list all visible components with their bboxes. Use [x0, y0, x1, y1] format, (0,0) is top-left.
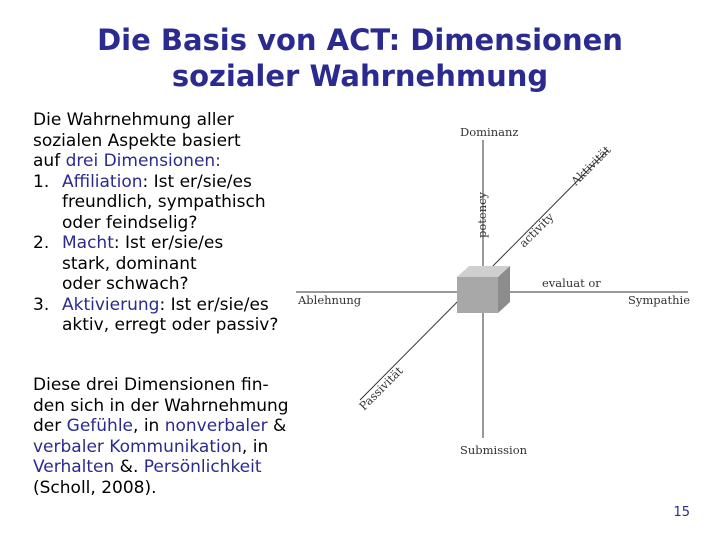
- intro-line-2: sozialen Aspekte basiert: [33, 130, 241, 151]
- intro-line-1: Die Wahrnehmung aller: [33, 110, 234, 130]
- term-aktivierung: Aktivierung: [62, 294, 160, 315]
- term-macht: Macht: [62, 233, 114, 253]
- label-submission: Submission: [460, 443, 528, 457]
- summary-paragraph: Diese drei Dimensionen fin- den sich in der Wahrnehmung der Gefühle, in nonverbaler & verbaler Kommunikation, in Verhalten &. Persönlichkeit (Scholl, 2008).: [33, 375, 289, 498]
- slide-title: [0, 22, 720, 94]
- title-line-2: sozialer Wahrnehmung: [171, 59, 549, 93]
- label-sympathie: Sympathie: [628, 293, 691, 307]
- term-verbaler-kommunikation: verbaler Kommunikation: [33, 436, 242, 457]
- list-item-affiliation: 1. Affiliation: Ist er/sie/es freundlich, sympathisch oder feindselig?: [33, 171, 266, 233]
- term-persoenlichkeit: Persönlichkeit: [143, 457, 262, 477]
- dimension-list: [33, 172, 333, 336]
- list-item-macht: 2. Macht: Ist er/sie/es stark, dominant oder schwach?: [33, 233, 224, 294]
- title-line-1: Die Basis von ACT: Dimensionen: [97, 23, 623, 57]
- intro-block: [33, 110, 333, 336]
- list-item-aktivierung: 3. Aktivierung: Ist er/sie/es aktiv, erregt oder passiv?: [33, 294, 279, 335]
- intro-line-3: auf drei Dimensionen:: [33, 151, 221, 171]
- label-evaluator: evaluat or: [542, 276, 601, 290]
- label-passivitaet: Passivität: [356, 363, 406, 414]
- term-affiliation: Affiliation: [62, 171, 143, 192]
- act-dimensions-diagram: [290, 120, 700, 465]
- term-verhalten: Verhalten: [33, 457, 115, 477]
- label-potency: potency: [475, 191, 489, 238]
- highlight-drei-dimensionen: drei Dimensionen:: [65, 151, 221, 171]
- page-number: 15: [673, 505, 690, 520]
- label-dominanz: Dominanz: [460, 125, 519, 139]
- label-aktivitaet: Aktivität: [568, 142, 614, 189]
- term-nonverbaler: nonverbaler: [164, 416, 268, 436]
- label-ablehnung: Ablehnung: [298, 293, 362, 307]
- center-cube: [457, 266, 510, 313]
- label-activity: activity: [516, 209, 557, 251]
- term-gefuehle: Gefühle: [66, 416, 134, 436]
